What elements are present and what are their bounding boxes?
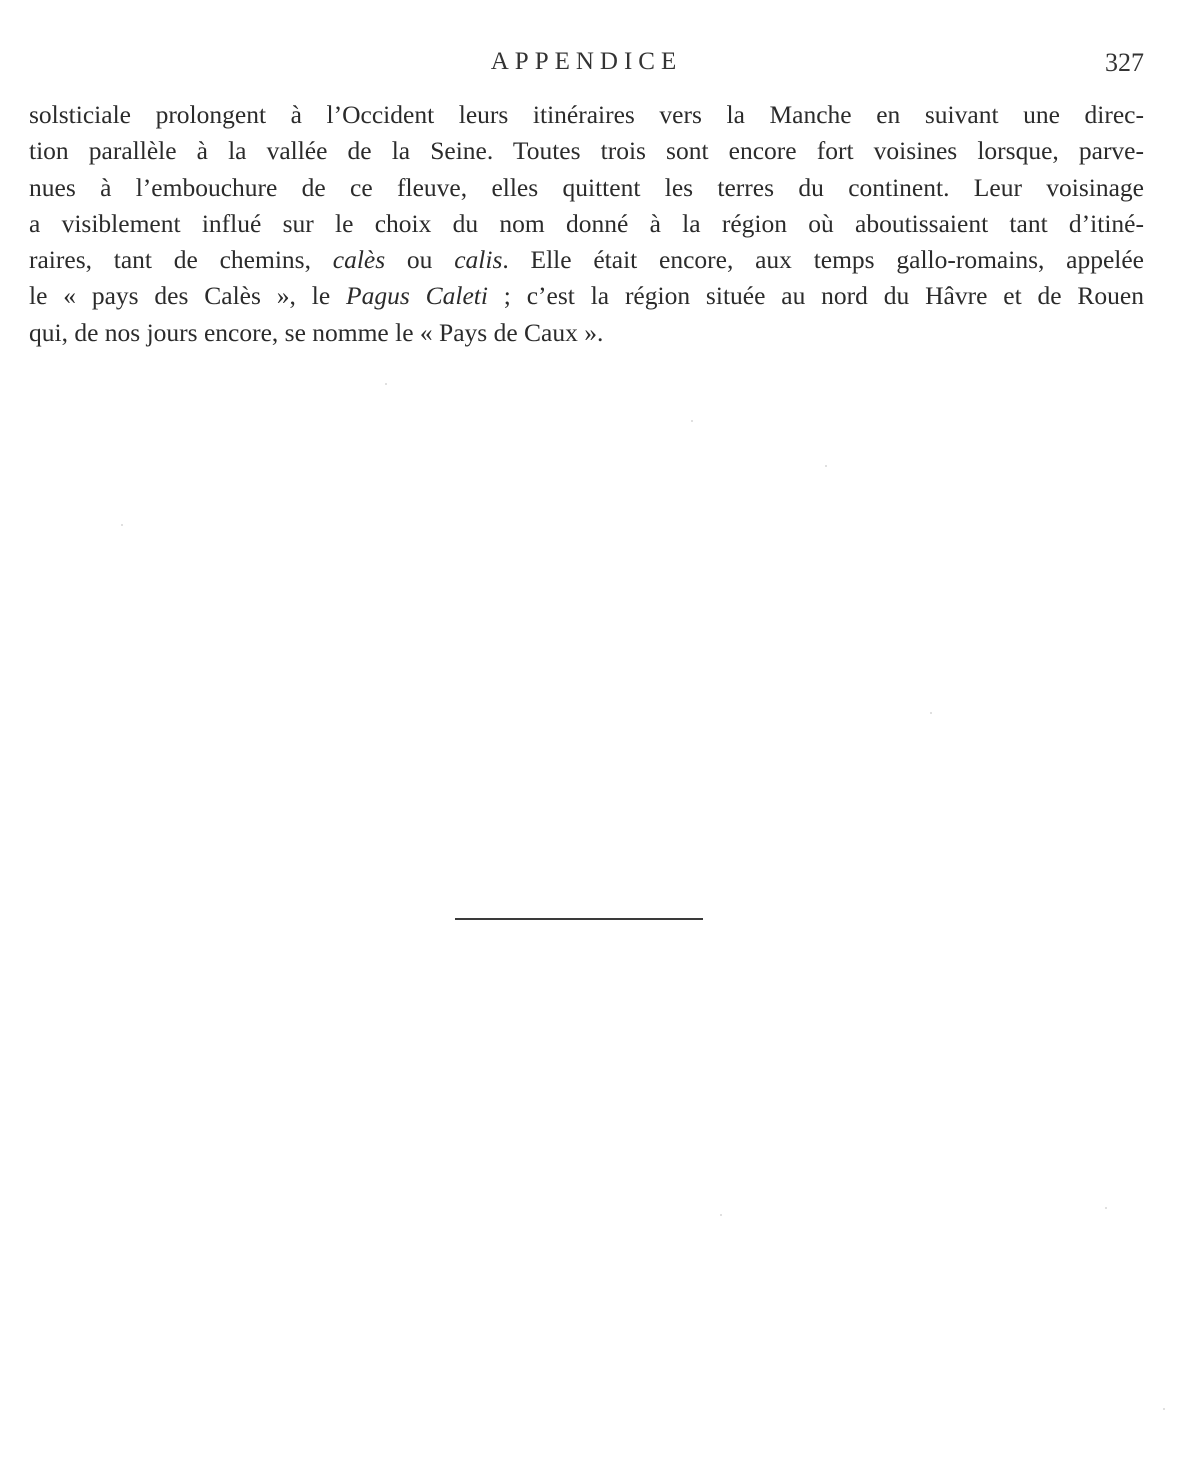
text-run: ou: [385, 245, 455, 275]
text-run: . Elle était encore, aux temps gallo-romains, appelée: [502, 245, 1145, 275]
text-line: [29, 206, 1144, 242]
italic-term: calis: [454, 245, 503, 275]
paper-speck: [1105, 1207, 1107, 1209]
text-run: a visiblement influé sur le choix du nom donné à la région où aboutissaient tant d’itiné-: [29, 208, 1144, 238]
text-line: [29, 133, 1144, 169]
text-run: nues à l’embouchure de ce fleuve, elles quittent les terres du continent. Leur voisinage: [29, 172, 1144, 202]
text-run: raires, tant de chemins,: [29, 245, 333, 275]
text-line: [29, 170, 1144, 206]
text-run: le « pays des Calès », le: [29, 281, 346, 311]
italic-term: Pagus Caleti: [346, 281, 488, 311]
text-run: solsticiale prolongent à l’Occident leurs itinéraires vers la Manche en suivant une direc-: [29, 100, 1144, 129]
text-run: tion parallèle à la vallée de la Seine. Toutes trois sont encore fort voisines lorsque, parve-: [29, 136, 1144, 166]
text-line: [29, 315, 1144, 351]
text-run: ; c’est la région située au nord du Hâvre et de Rouen: [487, 281, 1144, 311]
paper-speck: [1163, 1408, 1165, 1410]
text-line: [29, 278, 1144, 314]
end-of-section-rule: [455, 918, 703, 920]
paper-speck: [691, 420, 693, 422]
italic-term: calès: [332, 245, 386, 275]
page-number: 327: [1105, 48, 1144, 77]
paper-speck: [121, 524, 123, 526]
paper-speck: [385, 383, 387, 385]
running-head: [29, 48, 1144, 84]
text-run: qui, de nos jours encore, se nomme le « Pays de Caux ».: [29, 317, 604, 347]
text-line: [29, 97, 1144, 133]
body-paragraph: [29, 97, 1144, 351]
paper-speck: [720, 1214, 722, 1216]
paper-speck: [930, 712, 932, 714]
running-title: APPENDICE: [490, 48, 683, 75]
text-line: [29, 242, 1144, 278]
paper-speck: [825, 465, 827, 467]
